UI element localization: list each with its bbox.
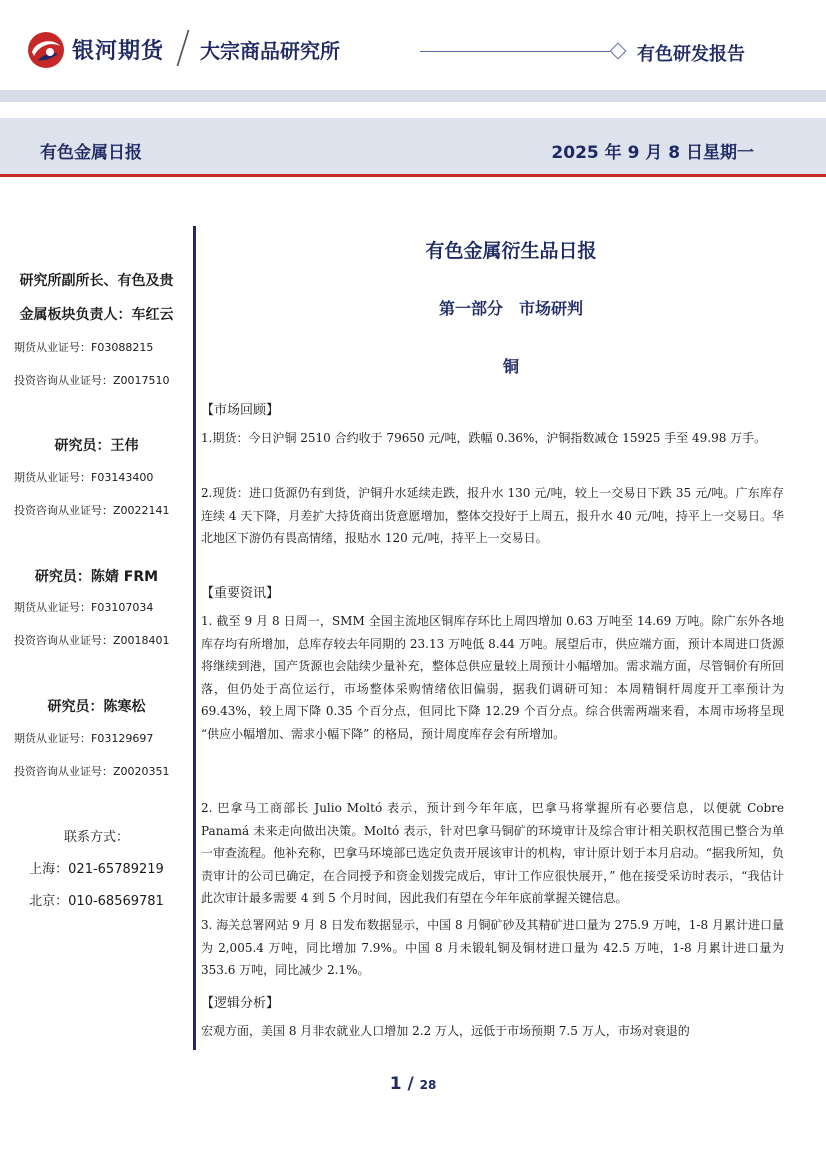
header-rule [420, 51, 610, 52]
galaxy-logo-icon [26, 30, 66, 70]
analyst-name: 研究员：陈寒松 [47, 699, 146, 715]
diamond-icon [610, 43, 627, 60]
analyst-name: 研究员：王伟 [54, 438, 139, 454]
daily-report-title: 有色金属日报 [40, 143, 142, 163]
analyst-futures-cert: 期货从业证号：F03129697 [14, 732, 154, 745]
title-band-accent [0, 174, 826, 177]
contact-title: 联系方式： [63, 830, 129, 845]
analyst-invest-cert: 投资咨询从业证号：Z0020351 [14, 765, 170, 778]
section-logic-analysis: 【逻辑分析】 [201, 996, 280, 1011]
section-important-news: 【重要资讯】 [201, 586, 280, 601]
brand-name: 银河期货 [72, 39, 165, 64]
lead-futures-cert: 期货从业证号：F03088215 [14, 341, 154, 354]
analyst-invest-cert: 投资咨询从业证号：Z0018401 [14, 634, 170, 647]
report-type: 有色研发报告 [637, 44, 745, 65]
document-title: 有色金属衍生品日报 [425, 240, 597, 262]
analyst-name: 研究员：陈婧 FRM [34, 569, 159, 585]
review-futures: 1.期货：今日沪铜 2510 合约收于 79650 元/吨，跌幅 0.36%，沪铜指数减仓 15925 手至 49.98 万手。 [201, 431, 767, 445]
analyst-futures-cert: 期货从业证号：F03107034 [14, 601, 154, 614]
sidebar-divider [193, 226, 196, 1050]
review-spot: 2.现货：进口货源仍有到货，沪铜升水延续走跌，报升水 130 元/吨，较上一交易日下跌 35 元/吨。广东库存连续 4 天下降，月差扩大持货商出货意愿增加，整体交投好于上周五，报升水 40 元/吨，持平上一交易日。华北地区下游仍有畏高情绪，报贴水 120 元/吨，持平上一交易日。 [201, 486, 784, 545]
analyst-futures-cert: 期货从业证号：F03143400 [14, 471, 154, 484]
institute-name: 大宗商品研究所 [200, 39, 340, 63]
page-separator: / [407, 1074, 414, 1094]
lead-invest-cert: 投资咨询从业证号：Z0017510 [14, 374, 170, 387]
current-page: 1 [389, 1074, 402, 1094]
brand-divider [176, 28, 190, 68]
logic-paragraph: 宏观方面，美国 8 月非农就业人口增加 2.2 万人，远低于市场预期 7.5 万人，市场对衰退的 [201, 1024, 690, 1038]
header-band [0, 90, 826, 102]
section-market-review: 【市场回顾】 [201, 403, 280, 418]
report-date: 2025 年 9 月 8 日星期一 [551, 143, 754, 163]
contact-shanghai: 上海：021-65789219 [29, 862, 164, 877]
total-pages: 28 [419, 1078, 437, 1092]
contact-beijing: 北京：010-68569781 [29, 894, 164, 909]
metal-heading: 铜 [502, 357, 519, 376]
news-item-3: 3. 海关总署网站 9 月 8 日发布数据显示，中国 8 月铜矿砂及其精矿进口量为 275.9 万吨，1-8 月累计进口量为 2,005.4 万吨，同比增加 7.9%。中国 8 月未锻轧铜及铜材进口量为 42.5 万吨，1-8 月累计进口量为 353.6 万吨，同比减少 2.1%。 [201, 918, 784, 977]
part-title: 第一部分 市场研判 [438, 299, 583, 318]
analyst-invest-cert: 投资咨询从业证号：Z0022141 [14, 504, 170, 517]
news-item-1: 1. 截至 9 月 8 日周一，SMM 全国主流地区铜库存环比上周四增加 0.63 万吨至 14.69 万吨。除广东外各地库存均有所增加，总库存较去年同期的 23.13 万吨低 8.44 万吨。展望后市，供应端方面，预计本周进口货源将继续到港，国产货源也会陆续少量补充，整体总供应量较上周预计小幅增加。需求端方面，尽管铜价有所回落，但仍处于高位运行，市场整体采购情绪依旧偏弱，据我们调研可知：本周精铜杆周度开工率预计为 69.43%，较上周下降 0.35 个百分点，但同比下降 12.29 个百分点。综合供需两端来看，本周市场将呈现 “供应小幅增加、需求小幅下降” 的格局，预计周度库存会有所增加。 [201, 614, 784, 741]
page-number [0, 1074, 826, 1094]
lead-title-line2: 金属板块负责人：车红云 [19, 307, 174, 323]
lead-title-line1: 研究所副所长、有色及贵 [19, 273, 174, 289]
news-item-2: 2. 巴拿马工商部长 Julio Moltó 表示，预计到今年年底，巴拿马将掌握所有必要信息，以便就 Cobre Panamá 未来走向做出决策。Moltó 表示，针对巴拿马铜矿的环境审计及综合审计相关职权范围已整合为单一审查流程。他补充称，巴拿马环境部已选定负责开展该审计的机构，审计原计划于本月启动。“据我所知，负责审计的公司已确定，在合同授予和资金划拨完成后，审计工作应很快展开，” 他在接受采访时表示，“我估计此次审计最多需要 4 到 5 个月时间，因此我们有望在今年年底前掌握关键信息。 [201, 801, 784, 905]
